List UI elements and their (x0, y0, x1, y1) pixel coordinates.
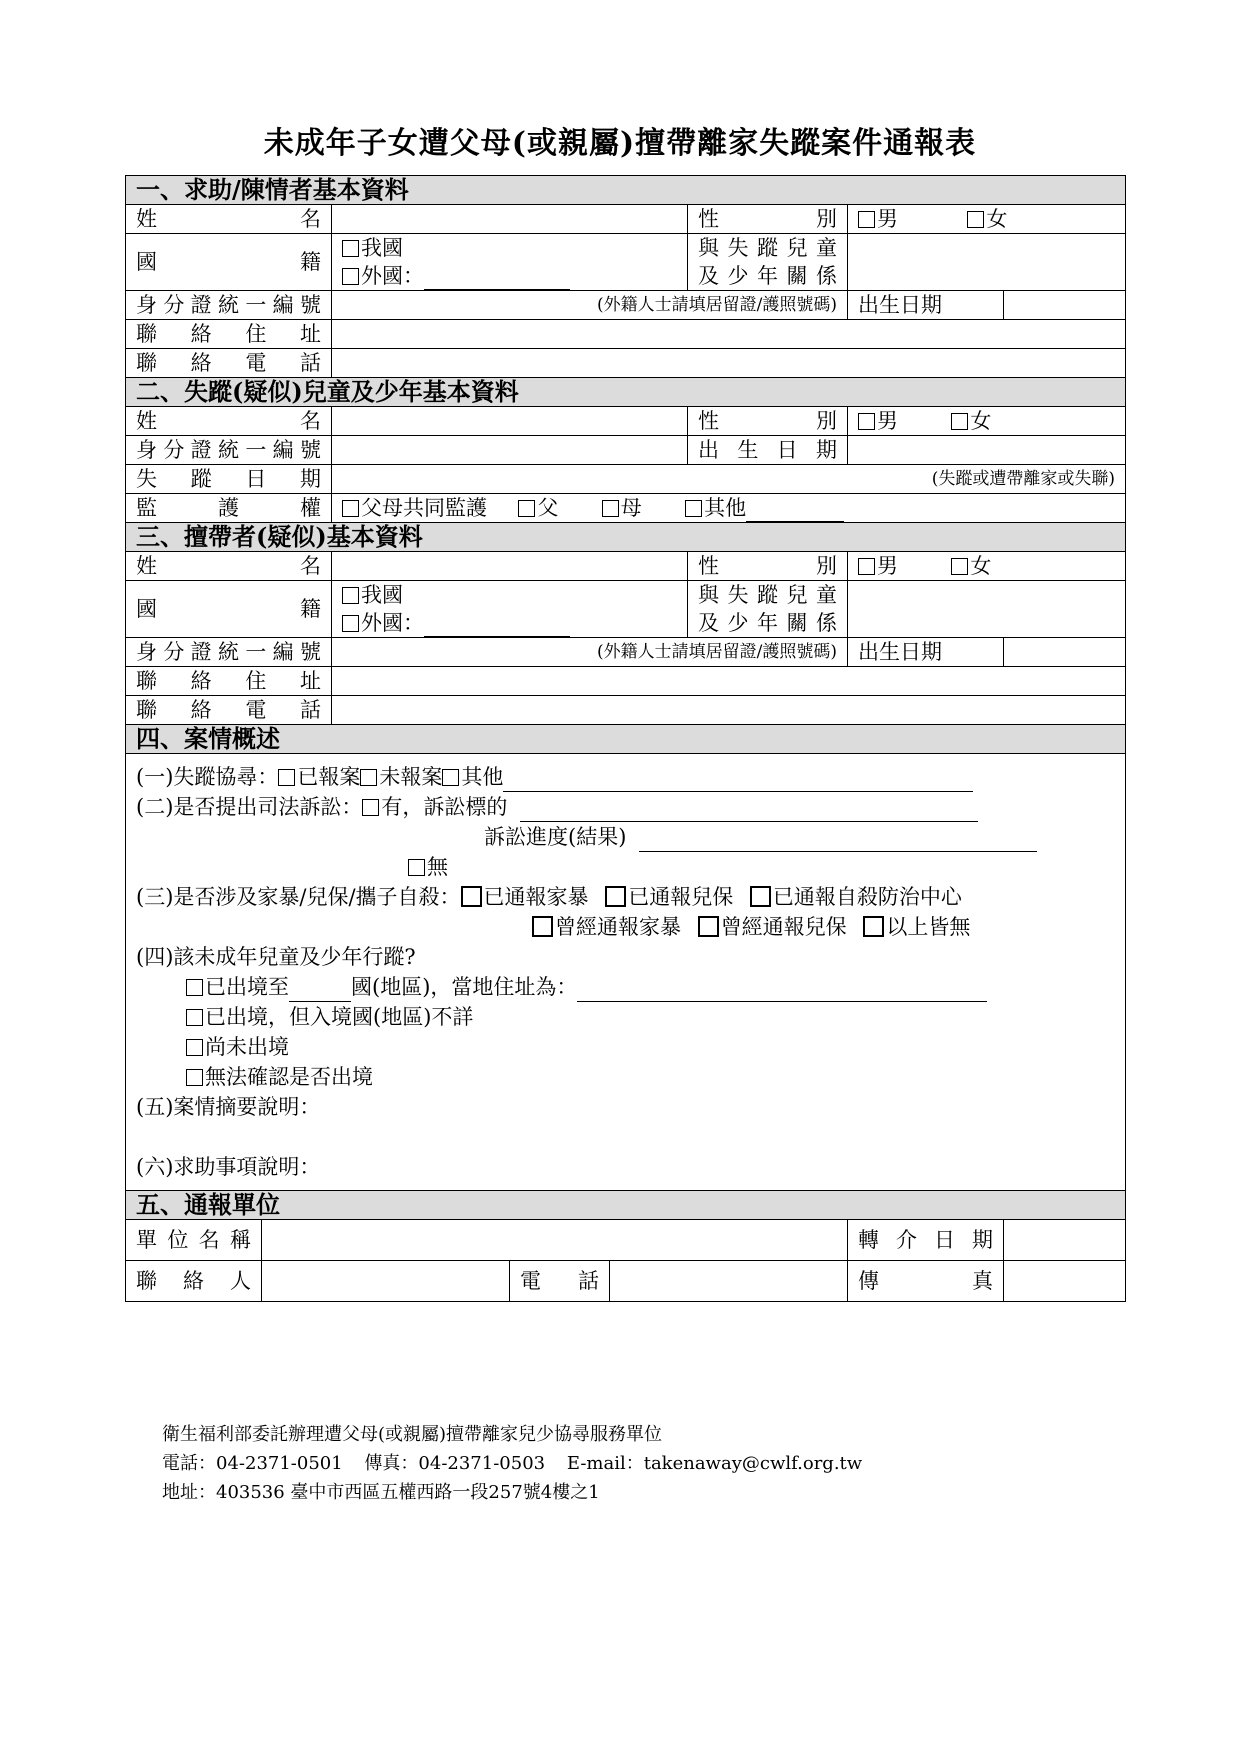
q4-opt3-row (136, 1032, 1115, 1062)
s3-male-checkbox[interactable] (858, 558, 875, 575)
unit-fax-label: 傳真 (848, 1261, 1004, 1302)
footer (162, 1420, 862, 1507)
q4-country-field[interactable] (289, 979, 351, 1002)
custody-father-checkbox[interactable] (518, 500, 535, 517)
q3-opt1-label: 已通報家暴 (483, 885, 589, 909)
s3-id-field[interactable] (332, 638, 848, 667)
q1-reported-checkbox[interactable] (278, 769, 295, 786)
q4-opt4-label: 無法確認是否出境 (205, 1065, 373, 1089)
custody-joint-label: 父母共同監護 (361, 496, 487, 520)
q3-opt2-label: 已通報兒保 (628, 885, 734, 909)
q2-progress-row (136, 822, 1115, 852)
q4-address-field[interactable] (577, 979, 987, 1002)
s1-name-field[interactable] (332, 205, 688, 234)
s1-domestic-checkbox[interactable] (342, 240, 359, 257)
q4-opt2-checkbox[interactable] (186, 1009, 203, 1026)
section-3-header: 三、擅帶者(疑似)基本資料 (126, 523, 1126, 552)
s2-male-label: 男 (877, 409, 898, 433)
s1-relation-label (688, 234, 848, 291)
s3-male-label: 男 (877, 554, 898, 578)
q1-other-checkbox[interactable] (442, 769, 459, 786)
q2-no-label: 無 (427, 855, 448, 879)
s1-relation-line2: 及少年關係 (698, 264, 837, 288)
footer-email[interactable]: E-mail：takenaway@cwlf.org.tw (566, 1453, 863, 1474)
section-5-header: 五、通報單位 (126, 1191, 1126, 1220)
s3-name-label: 姓名 (126, 552, 332, 581)
q2-row (136, 792, 1115, 822)
s3-relation-label (688, 581, 848, 638)
referral-date-label: 轉介日期 (848, 1220, 1004, 1261)
q2-no-checkbox[interactable] (408, 859, 425, 876)
q2-yes-label: 有，訴訟標的 (381, 795, 508, 819)
custody-other-field[interactable] (746, 499, 844, 522)
s1-foreign-label: 外國： (361, 264, 424, 288)
q4-row: (四)該未成年兒童及少年行蹤? (136, 945, 416, 969)
s2-missing-date-field[interactable] (332, 465, 1126, 494)
q3-row (136, 882, 1115, 912)
s2-missing-hint: (失蹤或遭帶離家或失聯) (931, 469, 1116, 489)
q3-opt4-checkbox[interactable] (532, 916, 553, 937)
q4-opt2-row (136, 1002, 1115, 1032)
q2-progress-field[interactable] (639, 829, 1037, 852)
custody-mother-checkbox[interactable] (602, 500, 619, 517)
s1-address-label: 聯絡住址 (126, 320, 332, 349)
q3-row2 (136, 912, 1115, 942)
s3-female-label: 女 (970, 554, 992, 578)
s1-nationality-options (332, 234, 688, 291)
unit-fax-field[interactable] (1004, 1261, 1126, 1302)
s1-gender-label: 性別 (688, 205, 848, 234)
q4-opt1-label-b: 國(地區)，當地住址為： (351, 975, 578, 999)
s3-foreign-checkbox[interactable] (342, 615, 359, 632)
s2-name-field[interactable] (332, 407, 688, 436)
q3-opt5-label: 曾經通報兒保 (720, 915, 847, 939)
s2-birth-field[interactable] (848, 436, 1126, 465)
page-title: 未成年子女遭父母(或親屬)擅帶離家失蹤案件通報表 (263, 126, 977, 161)
s3-domestic-label: 我國 (361, 583, 403, 607)
custody-other-label: 其他 (704, 496, 747, 520)
s3-birth-label: 出生日期 (848, 638, 1004, 667)
q5-label: (五)案情摘要說明： (136, 1095, 321, 1119)
custody-father-label: 父 (537, 496, 559, 520)
q2-yes-checkbox[interactable] (362, 799, 379, 816)
s2-female-checkbox[interactable] (951, 413, 968, 430)
contact-person-field[interactable] (262, 1261, 510, 1302)
s1-female-label: 女 (986, 207, 1008, 231)
q3-opt2-checkbox[interactable] (605, 886, 626, 907)
s1-birth-label: 出生日期 (848, 291, 1004, 320)
section-2-header: 二、失蹤(疑似)兒童及少年基本資料 (126, 378, 1126, 407)
q3-opt3-checkbox[interactable] (750, 886, 771, 907)
section-1-header: 一、求助/陳情者基本資料 (126, 176, 1126, 205)
s1-name-label: 姓名 (126, 205, 332, 234)
s2-gender-label: 性別 (688, 407, 848, 436)
s1-address-field[interactable] (332, 320, 1126, 349)
s3-birth-field[interactable] (1004, 638, 1126, 667)
s3-foreign-country-field[interactable] (424, 614, 570, 637)
q3-opt6-checkbox[interactable] (863, 916, 884, 937)
s2-id-label: 身分證統一編號 (126, 436, 332, 465)
q4-opt4-row (136, 1062, 1115, 1092)
custody-mother-label: 母 (620, 496, 642, 520)
s1-relation-field[interactable] (848, 234, 1126, 291)
s3-relation-line1: 與失蹤兒童 (698, 583, 837, 607)
s2-missing-date-label: 失蹤日期 (126, 465, 332, 494)
unit-tel-field[interactable] (610, 1261, 848, 1302)
footer-tel: 電話：04-2371-0501 (162, 1453, 343, 1474)
s1-female-checkbox[interactable] (967, 211, 984, 228)
q4-opt3-label: 尚未出境 (205, 1035, 289, 1059)
s3-address-field[interactable] (332, 667, 1126, 696)
s1-id-field[interactable] (332, 291, 848, 320)
s2-name-label: 姓名 (126, 407, 332, 436)
q1-label: (一)失蹤協尋： (136, 765, 279, 789)
q2-label: (二)是否提出司法訴訟： (136, 795, 363, 819)
s1-relation-line1: 與失蹤兒童 (698, 236, 837, 260)
q5-spacer[interactable] (136, 1122, 1115, 1152)
referral-date-field[interactable] (1004, 1220, 1126, 1261)
s1-male-label: 男 (877, 207, 898, 231)
s3-female-checkbox[interactable] (951, 558, 968, 575)
s1-birth-field[interactable] (1004, 291, 1126, 320)
s2-id-field[interactable] (332, 436, 688, 465)
q1-not-reported-label: 未報案 (379, 765, 443, 789)
s2-male-checkbox[interactable] (858, 413, 875, 430)
s3-phone-label: 聯絡電話 (126, 696, 332, 725)
unit-name-field[interactable] (262, 1220, 848, 1261)
q1-reported-label: 已報案 (297, 765, 361, 789)
q3-label: (三)是否涉及家暴/兒保/攜子自殺： (136, 885, 461, 909)
s2-custody-label: 監護權 (126, 494, 332, 523)
q3-opt4-label: 曾經通報家暴 (555, 915, 681, 939)
s3-foreign-label: 外國： (361, 611, 424, 635)
s3-address-label: 聯絡住址 (126, 667, 332, 696)
q3-opt3-label: 已通報自殺防治中心 (772, 885, 962, 909)
s1-domestic-label: 我國 (361, 236, 403, 260)
footer-address: 地址：403536 臺中市西區五權西路一段257號4樓之1 (162, 1482, 600, 1503)
footer-org: 衛生福利部委託辦理遭父母(或親屬)擅帶離家兒少協尋服務單位 (162, 1424, 663, 1445)
s3-gender-options (848, 552, 1126, 581)
q1-other-label: 其他 (461, 765, 504, 789)
s3-nationality-label: 國籍 (126, 581, 332, 638)
q1-not-reported-checkbox[interactable] (360, 769, 377, 786)
q4-opt3-checkbox[interactable] (186, 1039, 203, 1056)
case-summary-block (126, 754, 1126, 1191)
s1-id-hint: (外籍人士請填居留證/護照號碼) (597, 295, 837, 315)
q4-opt1-label-a: 已出境至 (205, 975, 289, 999)
q1-other-field[interactable] (503, 769, 973, 792)
s3-id-hint: (外籍人士請填居留證/護照號碼) (597, 642, 837, 662)
s3-id-label: 身分證統一編號 (126, 638, 332, 667)
s2-custody-options (332, 494, 1126, 523)
footer-contact (162, 1449, 862, 1478)
s3-domestic-checkbox[interactable] (342, 587, 359, 604)
q4-opt4-checkbox[interactable] (186, 1069, 203, 1086)
s1-gender-options (848, 205, 1126, 234)
s1-nationality-label: 國籍 (126, 234, 332, 291)
footer-fax: 傳真：04-2371-0503 (364, 1453, 546, 1474)
q1-row (136, 762, 1115, 792)
unit-tel-label: 電話 (510, 1261, 610, 1302)
report-form (125, 175, 1126, 1302)
q2-no-row (136, 852, 1115, 882)
q2-subject-field[interactable] (520, 799, 978, 822)
q4-opt1-checkbox[interactable] (186, 979, 203, 996)
s3-name-field[interactable] (332, 552, 688, 581)
s2-birth-label: 出生日期 (688, 436, 848, 465)
q4-opt1-row (136, 972, 1115, 1002)
q2-progress-label: 訴訟進度(結果) (484, 825, 627, 849)
s1-foreign-country-field[interactable] (424, 267, 570, 290)
s2-female-label: 女 (970, 409, 992, 433)
s1-id-label: 身分證統一編號 (126, 291, 332, 320)
s3-nationality-options (332, 581, 688, 638)
s1-foreign-checkbox[interactable] (342, 268, 359, 285)
s2-gender-options (848, 407, 1126, 436)
s1-phone-field[interactable] (332, 349, 1126, 378)
s1-male-checkbox[interactable] (858, 211, 875, 228)
s3-gender-label: 性別 (688, 552, 848, 581)
q6-label: (六)求助事項說明： (136, 1155, 321, 1179)
section-4-header: 四、案情概述 (126, 725, 1126, 754)
s1-phone-label: 聯絡電話 (126, 349, 332, 378)
custody-other-checkbox[interactable] (685, 500, 702, 517)
contact-person-label: 聯絡人 (126, 1261, 262, 1302)
unit-name-label: 單位名稱 (126, 1220, 262, 1261)
q3-opt1-checkbox[interactable] (461, 886, 482, 907)
s3-phone-field[interactable] (332, 696, 1126, 725)
s3-relation-line2: 及少年關係 (698, 611, 837, 635)
q4-opt2-label: 已出境，但入境國(地區)不詳 (205, 1005, 474, 1029)
q3-opt5-checkbox[interactable] (698, 916, 719, 937)
q3-opt6-label: 以上皆無 (886, 915, 971, 939)
custody-joint-checkbox[interactable] (342, 500, 359, 517)
s3-relation-field[interactable] (848, 581, 1126, 638)
